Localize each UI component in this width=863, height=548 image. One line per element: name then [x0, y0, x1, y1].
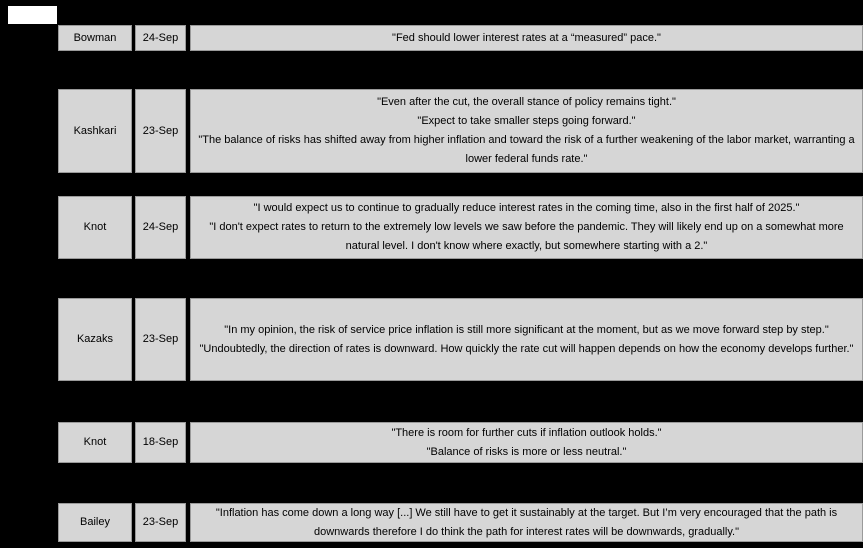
quote-cell — [190, 25, 863, 51]
speaker-cell: Bailey — [58, 503, 132, 542]
table-row — [58, 25, 863, 51]
quote-cell — [190, 298, 863, 381]
date-cell: 24-Sep — [135, 196, 186, 259]
date-cell: 23-Sep — [135, 503, 186, 542]
quote-line: "There is room for further cuts if inflation outlook holds." — [391, 426, 662, 439]
table-row — [58, 298, 863, 381]
quote-line: "Even after the cut, the overall stance of policy remains tight." — [377, 96, 676, 108]
date-cell: 24-Sep — [135, 25, 186, 51]
quote-line: "I don't expect rates to return to the extremely low levels we saw before the pandemic. They will likely end up on a somewhat more natural level. I don't know where exactly, but somewhere starting with a 2." — [209, 221, 844, 252]
quote-line: "In my opinion, the risk of service price inflation is still more significant at the moment, but as we move forward step by step." — [224, 323, 829, 336]
table-row — [58, 422, 863, 463]
date-cell: 23-Sep — [135, 89, 186, 173]
quote-line: "Balance of risks is more or less neutral." — [426, 445, 627, 458]
quote-line: "Inflation has come down a long way [...] We still have to get it sustainably at the target. But I’m very encouraged that the path is downwards therefore I do think the path for interest rates will be downwards, gradually." — [215, 506, 838, 538]
quote-cell — [190, 196, 863, 259]
speaker-cell: Knot — [58, 422, 132, 463]
quote-line: "The balance of risks has shifted away from higher inflation and toward the risk of a further weakening of the labor market, warranting a lower federal funds rate." — [198, 134, 855, 165]
quote-cell — [190, 422, 863, 463]
quote-line: "I would expect us to continue to gradually reduce interest rates in the coming time, also in the first half of 2025." — [253, 202, 800, 214]
table-row — [58, 196, 863, 259]
speaker-cell: Kashkari — [58, 89, 132, 173]
speaker-cell: Kazaks — [58, 298, 132, 381]
corner-box — [8, 6, 57, 24]
table-row — [58, 89, 863, 173]
speaker-cell: Knot — [58, 196, 132, 259]
quote-line: "Undoubtedly, the direction of rates is downward. How quickly the rate cut will happen depends on how the economy develops further." — [199, 342, 854, 355]
date-cell: 18-Sep — [135, 422, 186, 463]
quote-cell — [190, 503, 863, 542]
quote-cell — [190, 89, 863, 173]
quote-line: "Fed should lower interest rates at a “measured” pace." — [392, 31, 661, 44]
quote-line: "Expect to take smaller steps going forward." — [417, 115, 636, 127]
date-cell: 23-Sep — [135, 298, 186, 381]
speaker-cell: Bowman — [58, 25, 132, 51]
table-row — [58, 503, 863, 542]
